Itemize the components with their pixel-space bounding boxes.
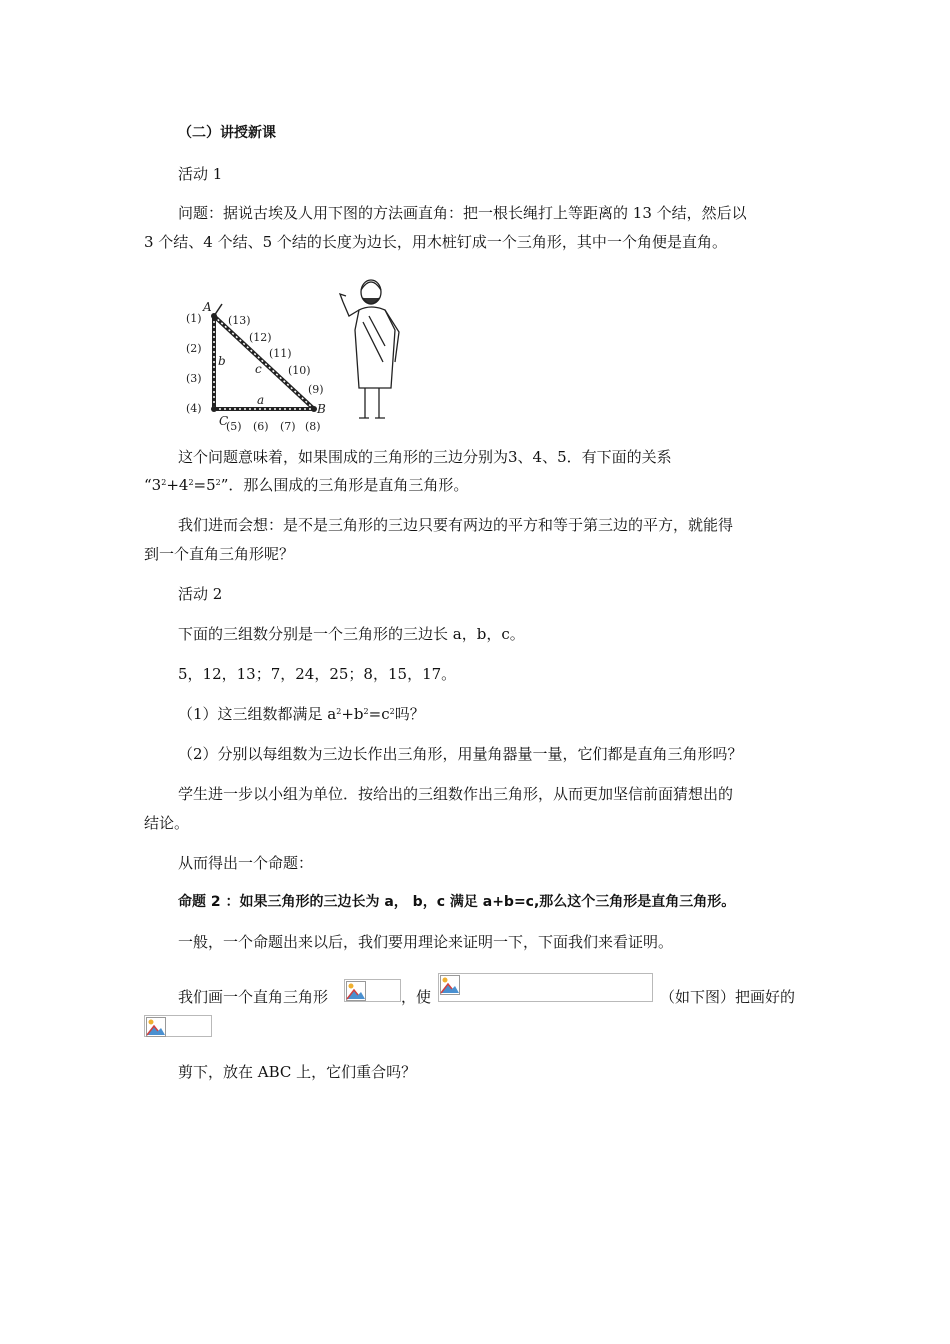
q1-text: =c <box>368 705 390 723</box>
relation-equals: =5 <box>193 476 216 494</box>
broken-image-icon <box>440 975 460 995</box>
side-b-label: b <box>218 354 226 368</box>
q1-text: +b <box>341 705 364 723</box>
relation-close: ”．那么围成的三角形是直角三角形。 <box>220 476 469 494</box>
vertex-c-label: C <box>219 414 229 428</box>
relation-line <box>144 475 468 495</box>
knot-label: (9) <box>308 383 324 396</box>
knot-label: (6) <box>253 420 269 433</box>
question-1 <box>178 704 425 724</box>
exponent: 2 <box>336 707 342 716</box>
knot-label: (1) <box>186 312 202 325</box>
question-2: （2）分别以每组数为三边长作出三角形，用量角器量一量，它们都是直角三角形吗？ <box>178 745 743 763</box>
knot-label: (13) <box>228 314 251 327</box>
side-c-label: c <box>255 362 262 376</box>
proposition-2: 命题 2 ：如果三角形的三边长为 a， b，c 满足 a+b=c,那么这个三角形是直角三角形。 <box>178 894 736 910</box>
draw-text-3: （如下图）把画好的 <box>660 988 796 1006</box>
cut-line: 剪下，放在 ABC 上，它们重合吗？ <box>178 1063 417 1081</box>
students-line-2: 结论。 <box>144 814 190 832</box>
activity-2-heading: 活动 2 <box>178 585 223 603</box>
side-a-label: a <box>257 393 265 407</box>
relation-open: “3 <box>144 476 162 494</box>
knot-label: (12) <box>249 331 272 344</box>
knot-label: (11) <box>269 347 292 360</box>
draw-text-1: 我们画一个直角三角形 <box>178 988 329 1006</box>
students-line-1: 学生进一步以小组为单位．按给出的三组数作出三角形，从而更加坚信前面猜想出的 <box>178 785 734 803</box>
exponent: 2 <box>161 478 167 487</box>
knot-label: (2) <box>186 342 202 355</box>
knot-label: (7) <box>280 420 296 433</box>
conjecture-line-2: 到一个直角三角形呢？ <box>144 545 295 563</box>
generally-line: 一般，一个命题出来以后，我们要用理论来证明一下，下面我们来看证明。 <box>178 933 674 951</box>
meaning-line-1: 这个问题意味着，如果围成的三角形的三边分别为3、4、5．有下面的关系 <box>178 448 672 466</box>
number-groups: 5，12，13；7，24，25；8，15，17。 <box>178 665 457 683</box>
exponent: 2 <box>389 707 395 716</box>
conjecture-line-1: 我们进而会想：是不是三角形的三边只要有两边的平方和等于第三边的平方，就能得 <box>178 516 734 534</box>
activity-1-heading: 活动 1 <box>178 165 223 183</box>
knotted-rope-triangle-figure <box>183 272 433 437</box>
broken-image-icon <box>146 1017 166 1037</box>
groups-intro: 下面的三组数分别是一个三角形的三边长 a，b，c。 <box>178 625 525 643</box>
knot-label: (8) <box>305 420 321 433</box>
problem-line-1: 问题：据说古埃及人用下图的方法画直角：把一根长绳打上等距离的 13 个结，然后以 <box>178 204 747 222</box>
q1-text: 吗？ <box>394 705 425 723</box>
knot-label: (10) <box>288 364 311 377</box>
knot-label: (5) <box>226 420 242 433</box>
draw-text-2: ，使 <box>401 988 432 1006</box>
problem-line-2: 3 个结、4 个结、5 个结的长度为边长，用木桩钉成一个三角形，其中一个角便是直角。 <box>144 233 727 251</box>
broken-image-placeholder <box>344 979 401 1002</box>
exponent: 2 <box>215 478 221 487</box>
broken-image-icon <box>346 981 366 1001</box>
relation-plus: +4 <box>166 476 189 494</box>
broken-image-placeholder <box>438 973 653 1002</box>
vertex-a-label: A <box>203 300 212 314</box>
q1-text: （1）这三组数都满足 a <box>178 705 337 723</box>
section-title: （二）讲授新课 <box>178 125 276 141</box>
vertex-b-label: B <box>317 402 326 416</box>
broken-image-placeholder <box>144 1015 212 1037</box>
knot-label: (3) <box>186 372 202 385</box>
egyptian-man-illustration <box>340 280 399 418</box>
derive-line: 从而得出一个命题： <box>178 854 314 872</box>
exponent: 2 <box>188 478 194 487</box>
exponent: 2 <box>363 707 369 716</box>
knot-label: (4) <box>186 402 202 415</box>
